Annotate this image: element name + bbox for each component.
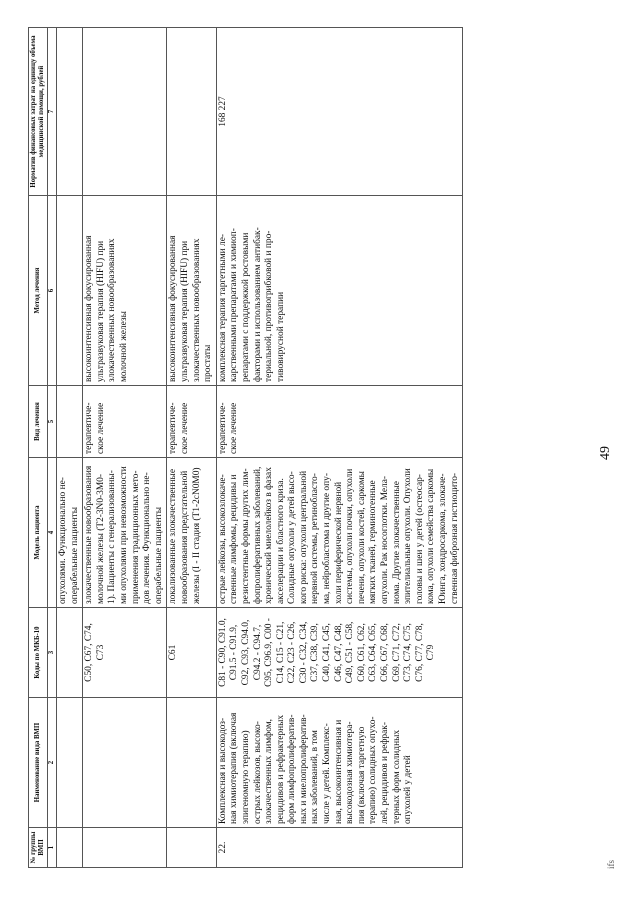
column-number-row (48, 28, 57, 868)
cell-model: злокачественные новообразования молочной железы (T2-3N0-3M0- 1). Пациенты с генерализованны- ми опухолями при невозможности применения традиционных мето- дов лечения. Функционально не- операбельные пациенты (83, 458, 167, 608)
cell-model: локализованные злокачественные новообразования предстательной железы (I - II стадия (T1-2cN0M0) (167, 458, 216, 608)
cell-cost (167, 28, 216, 196)
cell-codes: C61 (167, 608, 216, 698)
cell-method: высокоинтенсивная фокусированная ультразвуковая терапия (HIFU) при злокачественных новообразованиях молочной железы (83, 196, 167, 386)
cell-treatment: терапевтиче- ское лечение (167, 386, 216, 458)
cell-name: Комплексная и высокодоз- ная химиотерапия (включая эпигеномную терапию) острых лейкозов, высоко- злокачественных лимфом, рецидивов и рефрактерных форм лимфопролифератив- ных и миелопролифератив- ных заболеваний, в том числе у детей. Комплекс- ная, высокоинтенсивная и высокодозная химиотера- пия (включая таргетную терапию) солидных опухо- лей, рецидивов и рефрак- терных форм солидных опухолей у детей (216, 698, 462, 828)
cell-method: комплексная терапия таргетными ле- карственными препаратами и химиоп- репаратами с поддержкой ростовыми факторами и использованием антибак- териальной, противогрибковой и про- тивовирусной терапии (216, 196, 462, 386)
cell-name (167, 698, 216, 828)
cell-cost: 168 227 (216, 28, 462, 196)
table-row (57, 28, 83, 868)
header-name: Наименование вида ВМП (29, 698, 48, 828)
column-number: 6 (48, 196, 57, 386)
cell-treatment: терапевтиче- ское лечение (216, 386, 462, 458)
cell-codes: C50, C67, C74, C73 (83, 608, 167, 698)
cell-method (57, 196, 83, 386)
cell-group (57, 828, 83, 868)
header-row (29, 28, 48, 868)
column-number: 4 (48, 458, 57, 608)
column-number: 1 (48, 828, 57, 868)
header-treatment: Вид лечения (29, 386, 48, 458)
cell-group (167, 828, 216, 868)
cell-group (83, 828, 167, 868)
column-number: 3 (48, 608, 57, 698)
table-row (83, 28, 167, 868)
cell-name (57, 698, 83, 828)
table-row (216, 28, 462, 868)
header-cost: Норматив финансовых затрат на единицу объема медицинской помощи, рублей (29, 28, 48, 196)
cell-cost (83, 28, 167, 196)
table-row (167, 28, 216, 868)
page-number: 49 (598, 446, 613, 460)
column-number: 7 (48, 28, 57, 196)
header-model: Модель пациента (29, 458, 48, 608)
cell-codes (57, 608, 83, 698)
cell-treatment: терапевтиче- ское лечение (83, 386, 167, 458)
cell-model: острые лейкозы, высокозлокаче- ственные лимфомы, рецидивы и резистентные формы других лим- фопролиферативных заболеваний, хронический миелолейкоз в фазах акселерации и бластного криза. Солидные опухоли у детей высо- кого риска: опухоли центральной нервной системы, ретинобласто- ма, нейробластома и другие опу- холи периферической нервной системы, опухоли почки, опухоли печени, опухоли костей, саркомы мягких тканей, герминогенные опухоли. Рак носоглотки. Мела- нома. Другие злокачественные эпителиальные опухоли. Опухоли головы и шеи у детей (остеосар- кома, опухоли семейства саркомы Юинга, хондросаркома, злокаче- ственная фиброзная гистиоцито- (216, 458, 462, 608)
cell-model: опухолями. Функционально не- операбельные пациенты (57, 458, 83, 608)
cell-name (83, 698, 167, 828)
column-number: 5 (48, 386, 57, 458)
stamp-mark: ifs (606, 860, 616, 869)
cell-codes: C81 - C90, C91.0, C91.5 - C91.9, C92, C93, C94.0, C94.2 - C94.7, C95, C96.9, C00 - C14, C15 - C21, C22, C23 - C26, C30 - C32, C34, C37, C38, C39, C40, C41, C45, C46, C47, C48, C49, C51 - C58, C60, C61, C62, C63, C64, C65, C66, C67, C68, C69, C71, C72, C73, C74, C75, C76, C77, C78, C79 (216, 608, 462, 698)
vmp-table (28, 27, 463, 868)
header-group: № группы ВМП (29, 828, 48, 868)
header-method: Метод лечения (29, 196, 48, 386)
header-codes: Коды по МКБ-10 (29, 608, 48, 698)
column-number: 2 (48, 698, 57, 828)
cell-method: высокоинтенсивная фокусированная ультразвуковая терапия (HIFU) при злокачественных новообразованиях простаты (167, 196, 216, 386)
cell-cost (57, 28, 83, 196)
cell-treatment (57, 386, 83, 458)
cell-group: 22. (216, 828, 462, 868)
